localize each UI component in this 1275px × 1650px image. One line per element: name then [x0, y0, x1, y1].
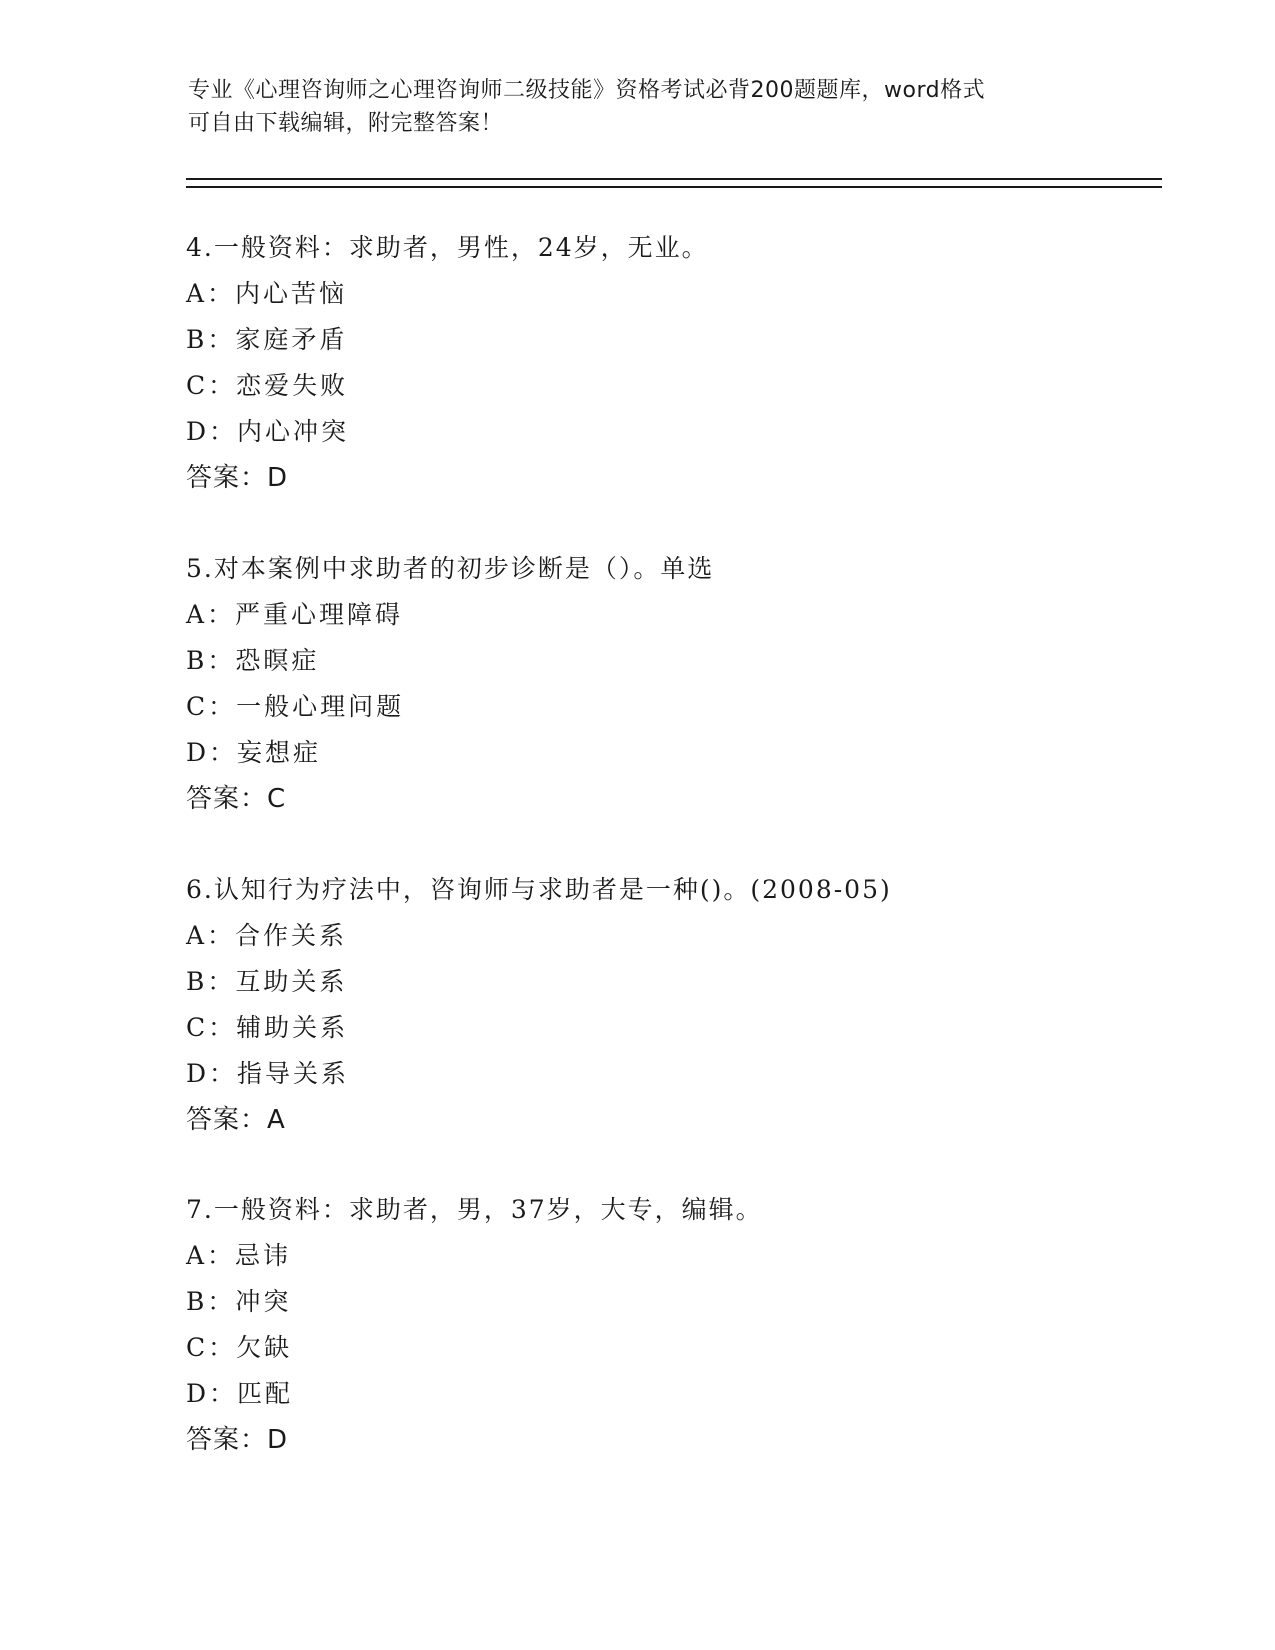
answer-label: 答案：A: [186, 1105, 286, 1135]
option-b: B：恐暝症: [186, 646, 320, 675]
document-header: [188, 74, 1088, 140]
option-d: D：内心冲突: [186, 417, 350, 446]
question-block: [186, 867, 1146, 1143]
question-stem: 5.对本案例中求助者的初步诊断是（）。单选: [186, 554, 715, 583]
answer-label: 答案：D: [186, 463, 289, 493]
question-stem: 7.一般资料：求助者，男，37岁，大专，编辑。: [186, 1195, 763, 1224]
question-block: [186, 546, 1146, 822]
option-b: B：家庭矛盾: [186, 325, 348, 354]
question-stem: 6.认知行为疗法中，咨询师与求助者是一种()。(2008-05): [186, 875, 892, 904]
question-block: [186, 225, 1146, 501]
answer-label: 答案：D: [186, 1425, 289, 1455]
option-d: D：指导关系: [186, 1059, 350, 1088]
question-stem: 4.一般资料：求助者，男性，24岁，无业。: [186, 233, 709, 262]
option-b: B：冲突: [186, 1287, 292, 1316]
header-line-1: 专业《心理咨询师之心理咨询师二级技能》资格考试必背200题题库，word格式: [188, 78, 986, 103]
option-c: C：一般心理问题: [186, 692, 405, 721]
option-a: A：内心苦恼: [186, 279, 348, 308]
option-c: C：欠缺: [186, 1333, 293, 1362]
option-d: D：妄想症: [186, 738, 322, 767]
option-a: A：合作关系: [186, 921, 348, 950]
option-c: C：恋爱失败: [186, 371, 349, 400]
option-d: D：匹配: [186, 1379, 294, 1408]
answer-label: 答案：C: [186, 784, 287, 814]
header-line-2: 可自由下载编辑，附完整答案！: [188, 111, 504, 136]
option-a: A：严重心理障碍: [186, 600, 404, 629]
option-a: A：忌讳: [186, 1241, 292, 1270]
option-b: B：互助关系: [186, 967, 348, 996]
header-divider: [186, 178, 1162, 188]
option-c: C：辅助关系: [186, 1013, 349, 1042]
question-block: [186, 1187, 1146, 1463]
